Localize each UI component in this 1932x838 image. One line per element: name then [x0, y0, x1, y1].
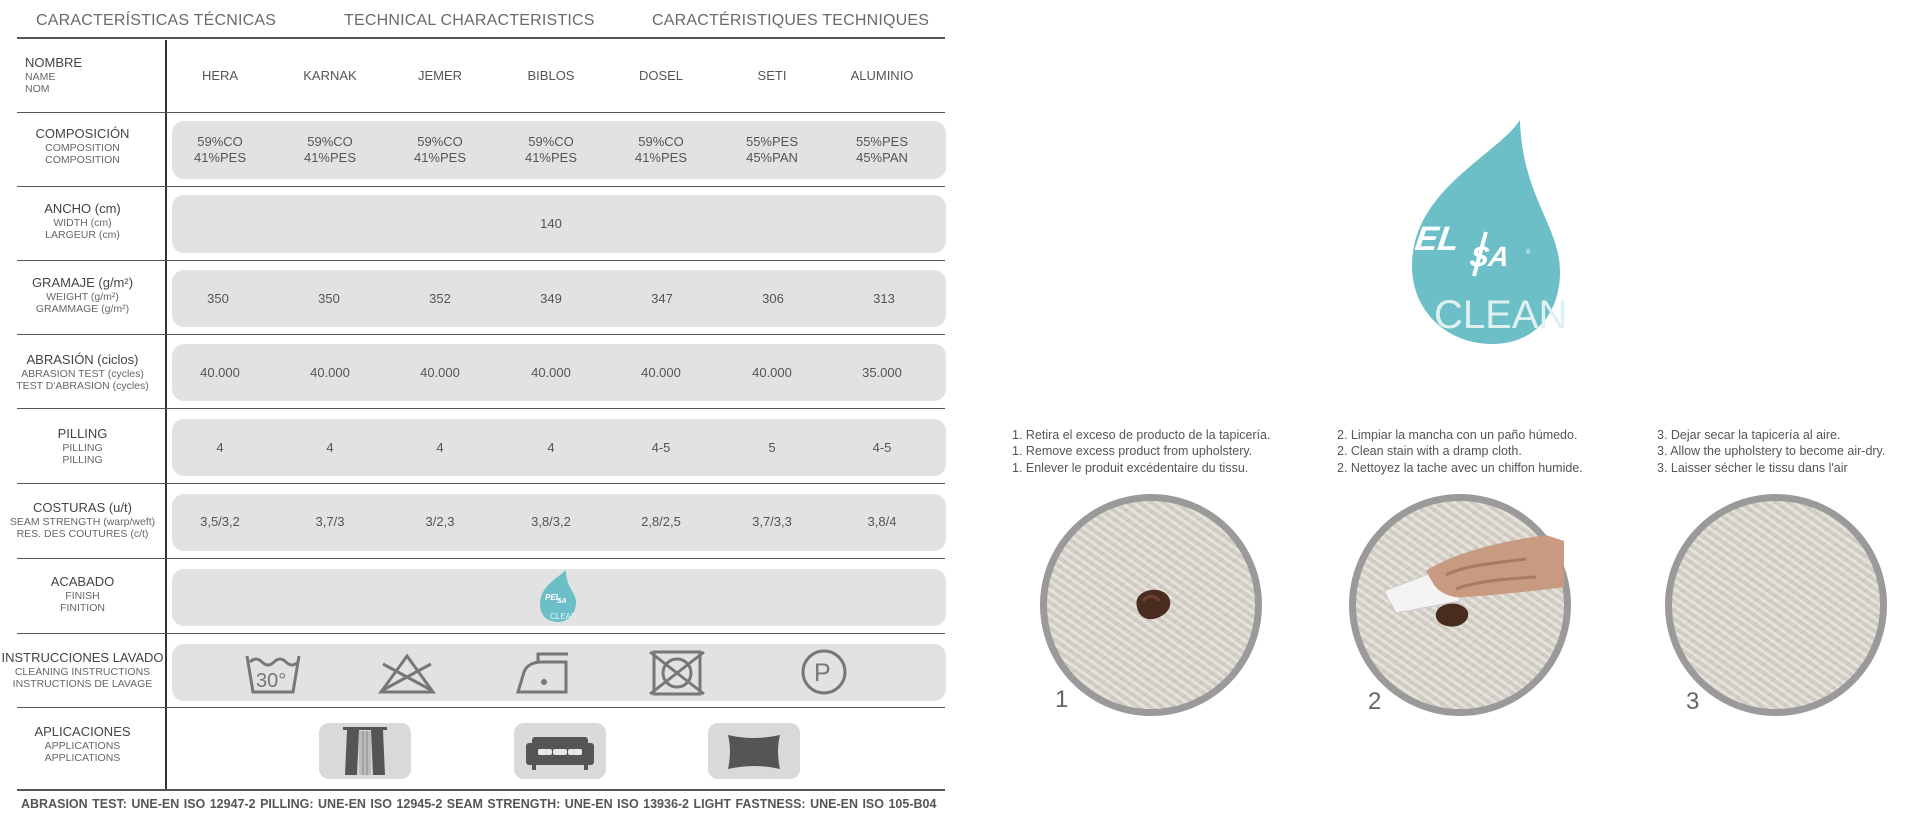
weight-cell: 349 — [540, 291, 562, 306]
row-label-cleaning — [0, 650, 165, 691]
fabric-name: JEMER — [417, 68, 463, 83]
label-divider — [165, 40, 167, 791]
row-label-line: APPLICATIONS — [44, 752, 121, 765]
pelsa-clean-small-icon — [536, 568, 580, 624]
svg-text:CLEAN: CLEAN — [1434, 293, 1566, 337]
row-label-line: LARGEUR (cm) — [45, 229, 120, 242]
row-label-line: FINISH — [65, 589, 100, 602]
row-label-line: WIDTH (cm) — [53, 216, 112, 229]
step-2-text — [1337, 427, 1583, 476]
composition-line: 59%CO — [307, 134, 353, 149]
row-label-pilling — [0, 426, 165, 467]
seam-cell: 3,7/3,3 — [752, 514, 792, 529]
row-label-line: PILLING — [62, 454, 103, 467]
row-label-applications — [0, 724, 165, 765]
composition-line: 41%PES — [193, 150, 247, 166]
fabric-name: DOSEL — [638, 68, 684, 83]
row-separator — [17, 260, 945, 261]
row-label-line: ACABADO — [50, 574, 115, 589]
fabric-name: HERA — [201, 68, 239, 83]
weight-cell: 313 — [873, 291, 895, 306]
weight-cell: 350 — [207, 291, 229, 306]
row-label-line: WEIGHT (g/m²) — [46, 290, 119, 303]
width-value: 140 — [540, 216, 562, 231]
fabric-name: ALUMINIO — [850, 68, 914, 83]
row-label-line: GRAMMAGE (g/m²) — [35, 303, 130, 316]
composition-line: 41%PES — [634, 150, 688, 166]
composition-cell — [501, 134, 601, 167]
row-label-line: NOMBRE — [25, 55, 83, 70]
row-separator — [17, 707, 945, 708]
table-bottom-rule — [17, 789, 945, 791]
header-fr: CARACTÉRISTIQUES TECHNIQUES — [652, 12, 930, 29]
row-label-line: COMPOSITION — [45, 141, 120, 154]
composition-line: 59%CO — [638, 134, 684, 149]
row-separator — [17, 112, 945, 113]
row-label-line: SEAM STRENGTH (warp/weft) — [9, 515, 156, 528]
row-label-line: TEST D'ABRASION (cycles) — [16, 380, 149, 393]
pilling-cell: 5 — [768, 440, 776, 455]
weight-cell: 306 — [762, 291, 784, 306]
composition-cell — [280, 134, 380, 167]
step-line-fr: 3. Laisser sécher le tissu dans l'air — [1657, 460, 1848, 475]
composition-line: 59%CO — [528, 134, 574, 149]
svg-text:PEL: PEL — [1390, 220, 1462, 258]
curtain-icon — [319, 723, 411, 779]
svg-text:®: ® — [1526, 250, 1531, 256]
composition-cell — [390, 134, 490, 167]
step-line-fr: 1. Enlever le produit excédentaire du tissu. — [1012, 460, 1249, 475]
row-label-line: ABRASIÓN (ciclos) — [26, 352, 139, 367]
seam-cell: 3,7/3 — [315, 514, 345, 529]
step-line-en: 2. Clean stain with a dramp cloth. — [1337, 444, 1522, 459]
row-label-abrasion — [0, 352, 165, 393]
pilling-cell: 4 — [436, 440, 444, 455]
step-3-clean-fabric-image — [1665, 494, 1887, 716]
row-label-line: INSTRUCCIONES LAVADO — [1, 650, 164, 665]
abrasion-cell: 40.000 — [420, 365, 460, 380]
row-label-width — [0, 201, 165, 242]
composition-line: 55%PES — [855, 134, 909, 149]
step-1-fabric-stain-image — [1040, 494, 1262, 716]
row-label-line: ABRASION TEST (cycles) — [21, 367, 144, 380]
abrasion-cell: 40.000 — [200, 365, 240, 380]
step-1-number: 1 — [1055, 686, 1069, 713]
row-label-composition — [0, 126, 165, 167]
composition-line: 45%PAN — [856, 150, 908, 166]
seam-cell: 3,8/4 — [867, 514, 897, 529]
composition-line: 59%CO — [197, 134, 243, 149]
abrasion-cell: 40.000 — [641, 365, 681, 380]
composition-cell — [611, 134, 711, 167]
step-2-cleaning-image — [1349, 494, 1571, 716]
fabric-name: KARNAK — [303, 68, 357, 83]
pilling-cell: 4 — [216, 440, 224, 455]
iron-low-icon — [514, 650, 574, 696]
row-label-line: PILLING — [57, 426, 108, 441]
row-label-line: CLEANING INSTRUCTIONS — [14, 665, 151, 678]
svg-text:SA: SA — [557, 598, 567, 605]
svg-text:P: P — [814, 659, 831, 687]
svg-text:30°: 30° — [256, 670, 287, 692]
row-label-line: COMPOSITION — [45, 154, 120, 167]
composition-line: 59%CO — [417, 134, 463, 149]
pilling-cell: 4-5 — [651, 440, 671, 455]
dry-clean-p-icon — [800, 648, 848, 696]
pilling-cell: 4 — [547, 440, 555, 455]
seam-cell: 2,8/2,5 — [641, 514, 681, 529]
seam-cell: 3,5/3,2 — [200, 514, 240, 529]
row-label-seams — [0, 500, 165, 541]
composition-cell — [832, 134, 932, 167]
no-bleach-icon — [377, 650, 437, 696]
abrasion-cell: 40.000 — [752, 365, 792, 380]
row-label-line: FINITION — [60, 602, 105, 615]
composition-cell — [170, 134, 270, 167]
abrasion-cell: 35.000 — [862, 365, 902, 380]
step-line-es: 3. Dejar secar la tapicería al aire. — [1657, 428, 1841, 442]
row-label-finish — [0, 574, 165, 615]
row-separator — [17, 483, 945, 484]
row-label-line: APLICACIONES — [34, 724, 131, 739]
composition-line: 41%PES — [413, 150, 467, 166]
weight-cell: 347 — [651, 291, 673, 306]
composition-line: 41%PES — [303, 150, 357, 166]
weight-cell: 350 — [318, 291, 340, 306]
step-line-es: 1. Retira el exceso de producto de la tapicería. — [1012, 428, 1271, 442]
header-en: TECHNICAL CHARACTERISTICS — [344, 12, 595, 29]
row-separator — [17, 558, 945, 559]
row-separator — [17, 334, 945, 335]
sofa-icon — [514, 723, 606, 779]
step-line-en: 3. Allow the upholstery to become air-dry. — [1657, 444, 1886, 459]
pilling-cell: 4-5 — [872, 440, 892, 455]
composition-line: 45%PAN — [746, 150, 798, 166]
step-3-text — [1657, 427, 1885, 476]
row-label-line: GRAMAJE (g/m²) — [31, 275, 134, 290]
step-2-number: 2 — [1368, 688, 1382, 715]
standards-footer: ABRASION TEST: UNE-EN ISO 12947-2 PILLING: UNE-EN ISO 12945-2 SEAM STRENGTH: UNE-EN ISO 13936-2 LIGHT FASTNESS: UNE-EN ISO 105-B04 — [21, 797, 937, 811]
cushion-icon — [708, 723, 800, 779]
composition-line: 41%PES — [524, 150, 578, 166]
step-3-number: 3 — [1686, 688, 1700, 715]
composition-cell — [722, 134, 822, 167]
step-line-en: 1. Remove excess product from upholstery. — [1012, 444, 1253, 459]
row-label-name — [25, 55, 155, 96]
svg-text:CLEAN: CLEAN — [550, 612, 577, 621]
row-label-line: NAME — [25, 70, 56, 83]
row-label-line: APPLICATIONS — [44, 739, 121, 752]
step-1-text — [1012, 427, 1270, 476]
header-es: CARACTERÍSTICAS TÉCNICAS — [36, 12, 277, 29]
wash-30-icon — [244, 650, 302, 696]
row-label-line: COMPOSICIÓN — [35, 126, 130, 141]
composition-line: 55%PES — [745, 134, 799, 149]
row-separator — [17, 633, 945, 634]
row-label-line: COSTURAS (u/t) — [33, 500, 132, 515]
header-rule — [17, 37, 945, 39]
fabric-name: BIBLOS — [527, 68, 575, 83]
abrasion-cell: 40.000 — [531, 365, 571, 380]
row-label-line: NOM — [25, 83, 50, 96]
seam-cell: 3/2,3 — [425, 514, 455, 529]
abrasion-cell: 40.000 — [310, 365, 350, 380]
step-line-fr: 2. Nettoyez la tache avec un chiffon humide. — [1337, 460, 1583, 475]
pelsa-clean-logo — [1386, 116, 1566, 348]
svg-text:PEL: PEL — [545, 593, 561, 602]
step-line-es: 2. Limpiar la mancha con un paño húmedo. — [1337, 428, 1578, 442]
svg-text:SA: SA — [1468, 241, 1512, 272]
row-label-line: ANCHO (cm) — [44, 201, 121, 216]
row-separator — [17, 186, 945, 187]
seam-cell: 3,8/3,2 — [531, 514, 571, 529]
no-tumble-dry-icon — [648, 648, 706, 698]
row-label-line: PILLING — [62, 441, 103, 454]
row-separator — [17, 408, 945, 409]
pilling-cell: 4 — [326, 440, 334, 455]
row-label-line: INSTRUCTIONS DE LAVAGE — [12, 678, 153, 691]
fabric-name: SETI — [757, 68, 787, 83]
row-label-weight — [0, 275, 165, 316]
weight-cell: 352 — [429, 291, 451, 306]
row-label-line: RES. DES COUTURES (c/t) — [16, 528, 149, 541]
